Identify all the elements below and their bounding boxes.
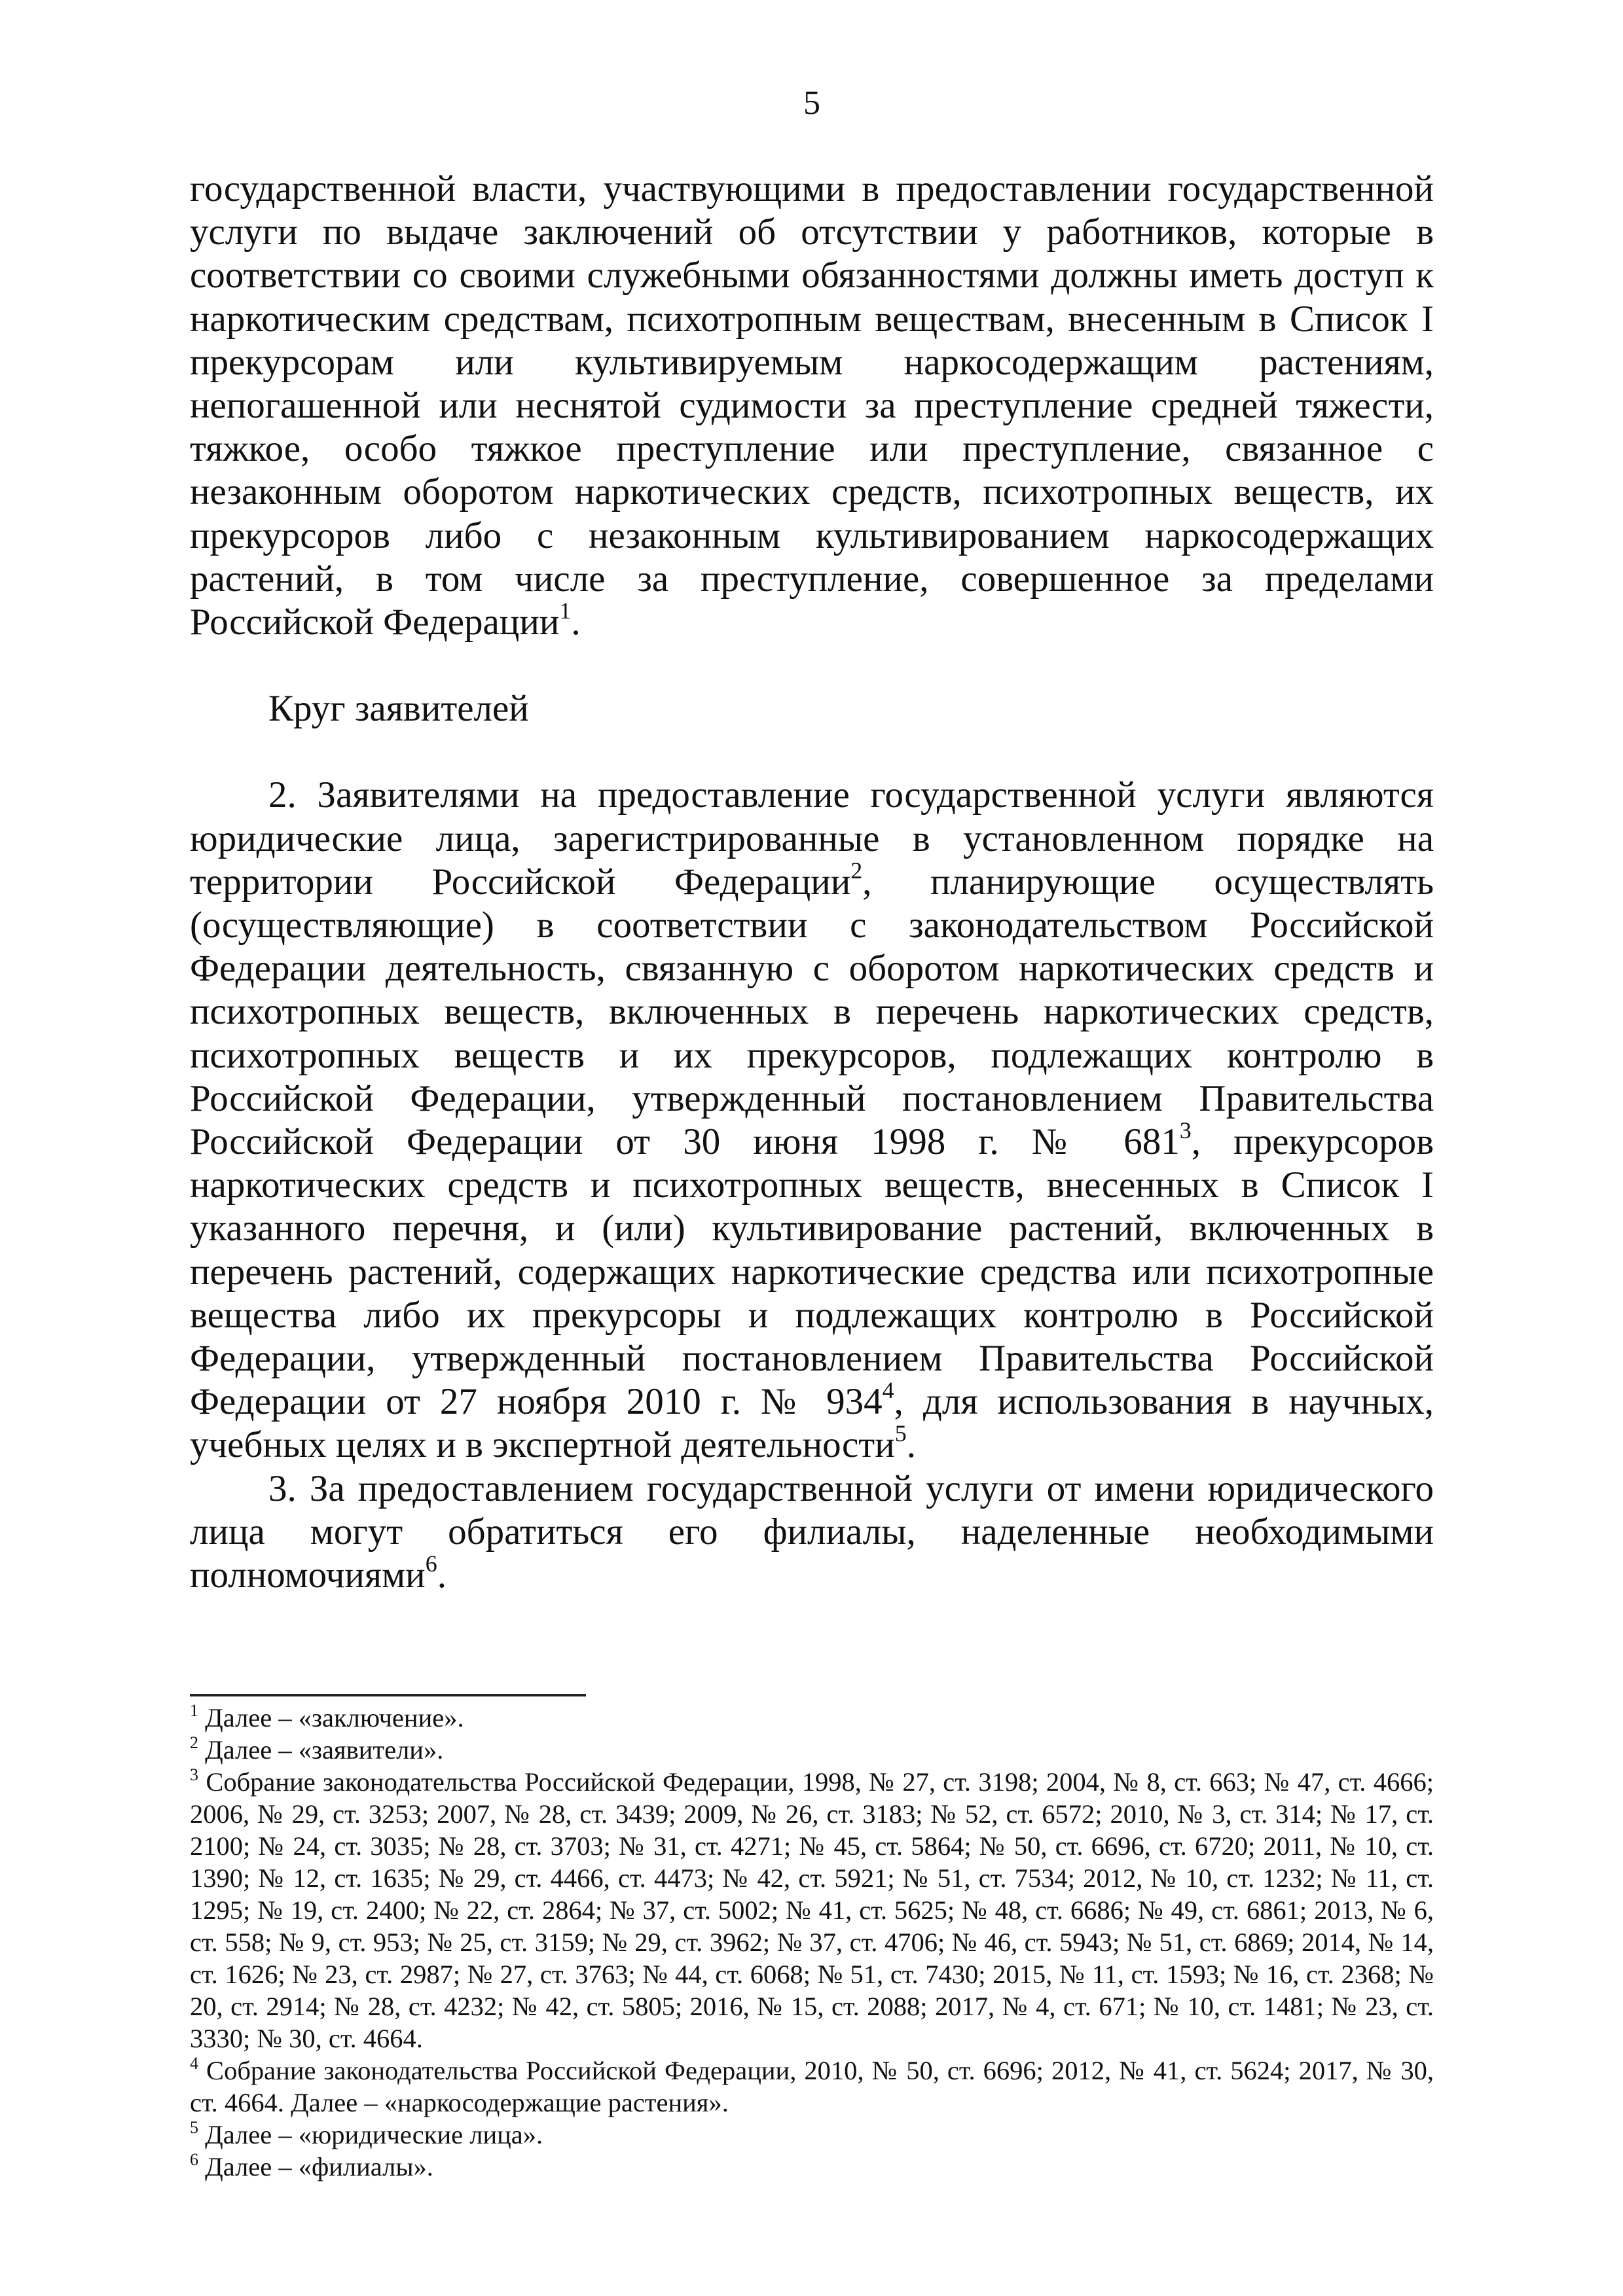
- footnote-5: [190, 2119, 1434, 2151]
- paragraph-text: государственной власти, участвующими в предоставлении государственной услуги по выдаче заключений об отсутствии у работников, которые в соответствии со своими служебными обязанностями должны иметь доступ к наркотическим средствам, психотропным веществам, внесенным в Список I прекурсорам или культивируемым наркосодержащим растениям, непогашенной или неснятой судимости за преступление средней тяжести, тяжкое, особо тяжкое преступление или преступление, связанное с незаконным оборотом наркотических средств, психотропных веществ, их прекурсоров либо с незаконным культивированием наркосодержащих растений, в том числе за преступление, совершенное за пределами Российской Федерации: [190, 168, 1434, 643]
- paragraph-text: 2. Заявителями на предоставление государственной услуги являются юридические лица, зарегистрированные в установленном порядке на территории Российской Федерации: [190, 774, 1434, 903]
- footnote-text: Собрание законодательства Российской Федерации, 1998, № 27, ст. 3198; 2004, № 8, ст. 663; № 47, ст. 4666; 2006, № 29, ст. 3253; 2007, № 28, ст. 3439; 2009, № 26, ст. 3183; № 52, ст. 6572; 2010, № 3, ст. 314; № 17, ст. 2100; № 24, ст. 3035; № 28, ст. 3703; № 31, ст. 4271; № 45, ст. 5864; № 50, ст. 6696, ст. 6720; 2011, № 10, ст. 1390; № 12, ст. 1635; № 29, ст. 4466, ст. 4473; № 42, ст. 5921; № 51, ст. 7534; 2012, № 10, ст. 1232; № 11, ст. 1295; № 19, ст. 2400; № 22, ст. 2864; № 37, ст. 5002; № 41, ст. 5625; № 48, ст. 6686; № 49, ст. 6861; 2013, № 6, ст. 558; № 9, ст. 953; № 25, ст. 3159; № 29, ст. 3962; № 37, ст. 4706; № 46, ст. 5943; № 51, ст. 6869; 2014, № 14, ст. 1626; № 23, ст. 2987; № 27, ст. 3763; № 44, ст. 6068; № 51, ст. 7430; 2015, № 11, ст. 1593; № 16, ст. 2368; № 20, ст. 2914; № 28, ст. 4232; № 42, ст. 5805; 2016, № 15, ст. 2088; 2017, № 4, ст. 671; № 10, ст. 1481; № 23, ст. 3330; № 30, ст. 4664.: [190, 1767, 1434, 2053]
- footnote-text: Далее – «филиалы».: [198, 2152, 433, 2181]
- footnote-4: [190, 2054, 1434, 2119]
- footnote-text: Далее – «заключение».: [198, 1703, 464, 1732]
- footnote-ref-5: 5: [894, 1420, 907, 1447]
- paragraph-text: , планирующие осуществлять (осуществляющие) в соответствии с законодательством Российской Федерации деятельность, связанную с оборотом наркотических средств и психотропных веществ, включенных в перечень наркотических средств, психотропных веществ и их прекурсоров, подлежащих контролю в Российской Федерации, утвержденный постановлением Правительства Российской Федерации от 30 июня 1998 г. № 681: [190, 861, 1434, 1163]
- footnote-mark: 5: [190, 2118, 198, 2137]
- paragraph-text: , для использования в научных, учебных целях и в экспертной деятельности: [190, 1381, 1434, 1466]
- page-number: 5: [803, 84, 820, 122]
- footnote-separator: [190, 1694, 586, 1696]
- paragraph-3: [190, 1467, 1434, 1598]
- footnote-ref-1: 1: [559, 598, 572, 624]
- footnote-6: [190, 2151, 1434, 2183]
- paragraph-2: [190, 774, 1434, 1467]
- footnote-ref-2: 2: [850, 857, 863, 884]
- main-text: [190, 168, 1434, 1597]
- paragraph-end: .: [437, 1554, 447, 1596]
- footnote-mark: 3: [190, 1765, 198, 1784]
- footnote-mark: 4: [190, 2054, 198, 2073]
- footnote-2: [190, 1734, 1434, 1766]
- footnotes: [190, 1702, 1434, 2183]
- footnote-mark: 6: [190, 2150, 198, 2169]
- footnote-text: Собрание законодательства Российской Федерации, 2010, № 50, ст. 6696; 2012, № 41, ст. 5624; 2017, № 30, ст. 4664. Далее – «наркосодержащие растения».: [190, 2056, 1434, 2117]
- footnote-ref-6: 6: [425, 1551, 437, 1577]
- footnote-ref-3: 3: [1179, 1117, 1192, 1144]
- paragraph-text: 3. За предоставлением государственной услуги от имени юридического лица могут обратиться его филиалы, наделенные необходимыми полномочиями: [190, 1467, 1434, 1596]
- footnote-1: [190, 1702, 1434, 1734]
- footnote-3: [190, 1766, 1434, 2054]
- footnote-mark: 1: [190, 1701, 198, 1720]
- footnote-text: Далее – «юридические лица».: [198, 2120, 543, 2149]
- paragraph-end: .: [571, 601, 581, 643]
- paragraph-text: , прекурсоров наркотических средств и психотропных веществ, внесенных в Список I указанного перечня, и (или) культивирование растений, включенных в перечень растений, содержащих наркотические средства или психотропные вещества либо их прекурсоры и подлежащих контролю в Российской Федерации, утвержденный постановлением Правительства Российской Федерации от 27 ноября 2010 г. № 934: [190, 1121, 1434, 1423]
- footnote-text: Далее – «заявители».: [198, 1735, 444, 1765]
- footnote-ref-4: 4: [882, 1377, 894, 1404]
- footnote-mark: 2: [190, 1733, 198, 1752]
- paragraph-end: .: [906, 1424, 916, 1466]
- paragraph-continuation: [190, 168, 1434, 644]
- section-heading: Круг заявителей: [268, 688, 529, 730]
